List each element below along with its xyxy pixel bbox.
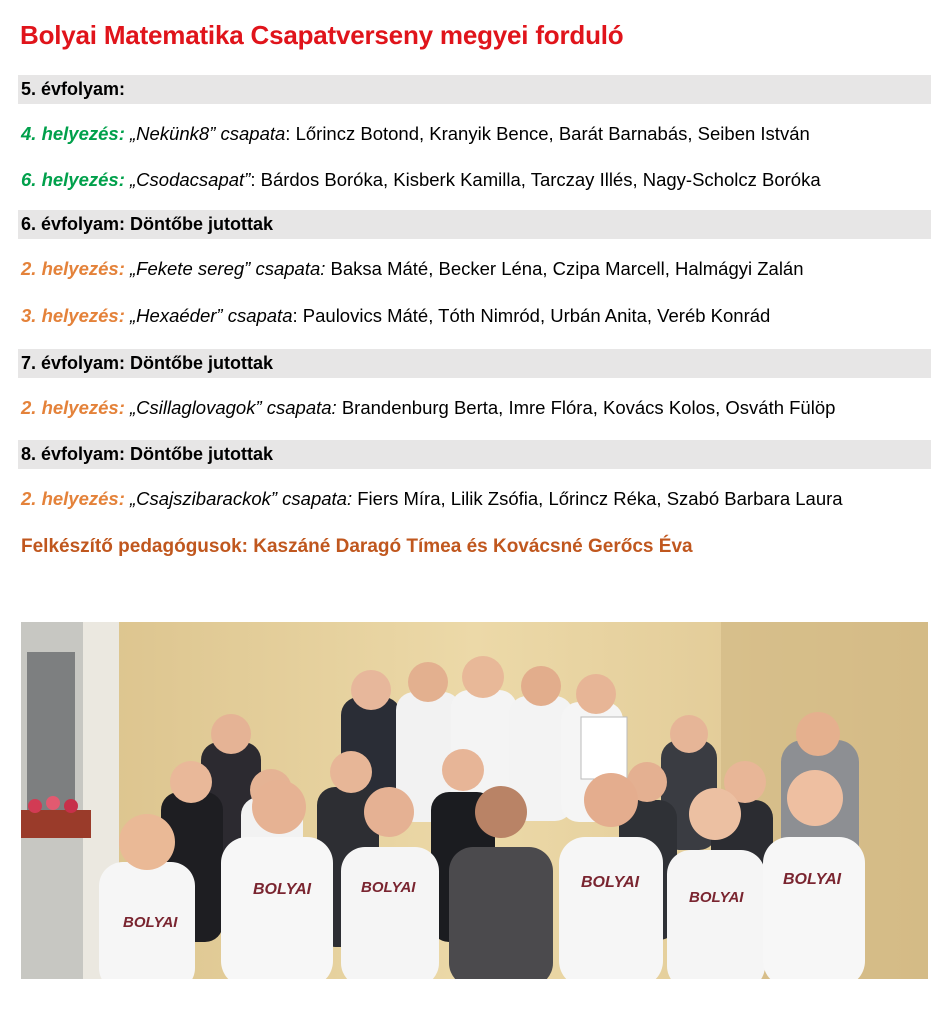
- result-line: [21, 122, 810, 146]
- svg-text:BOLYAI: BOLYAI: [361, 879, 416, 896]
- team-members: Bárdos Boróka, Kisberk Kamilla, Tarczay Illés, Nagy-Scholcz Boróka: [255, 169, 821, 190]
- grade-7-header: 7. évfolyam: Döntőbe jutottak: [18, 349, 931, 378]
- svg-text:BOLYAI: BOLYAI: [123, 914, 178, 931]
- separator: :: [250, 169, 256, 190]
- page-title: Bolyai Matematika Csapatverseny megyei forduló: [20, 20, 624, 50]
- group-photo-illustration: [21, 622, 928, 979]
- svg-text:BOLYAI: BOLYAI: [689, 889, 744, 906]
- team-name: „Nekünk8” csapata: [130, 123, 286, 144]
- svg-text:BOLYAI: BOLYAI: [783, 871, 842, 888]
- placement-label: 3. helyezés:: [21, 305, 125, 326]
- placement-label: 2. helyezés:: [21, 488, 125, 509]
- separator: :: [285, 123, 291, 144]
- team-members: Fiers Míra, Lilik Zsófia, Lőrincz Réka, Szabó Barbara Laura: [352, 488, 843, 509]
- grade-8-header: 8. évfolyam: Döntőbe jutottak: [18, 440, 931, 469]
- result-line: [21, 304, 770, 328]
- team-members: Lőrincz Botond, Kranyik Bence, Barát Barnabás, Seiben István: [290, 123, 810, 144]
- team-members: Baksa Máté, Becker Léna, Czipa Marcell, Halmágyi Zalán: [325, 258, 804, 279]
- team-name: „Csodacsapat”: [130, 169, 251, 190]
- svg-text:BOLYAI: BOLYAI: [581, 874, 640, 891]
- flower-box: [21, 810, 91, 838]
- team-members: Brandenburg Berta, Imre Flóra, Kovács Kolos, Osváth Fülöp: [336, 397, 836, 418]
- result-line: [21, 257, 804, 281]
- team-members: Paulovics Máté, Tóth Nimród, Urbán Anita, Veréb Konrád: [297, 305, 771, 326]
- placement-label: 6. helyezés:: [21, 169, 125, 190]
- grade-6-header: 6. évfolyam: Döntőbe jutottak: [18, 210, 931, 239]
- flower: [46, 796, 60, 810]
- flower: [64, 799, 78, 813]
- result-line: [21, 396, 835, 420]
- placement-label: 4. helyezés:: [21, 123, 125, 144]
- grade-5-header: 5. évfolyam:: [18, 75, 931, 104]
- placement-label: 2. helyezés:: [21, 258, 125, 279]
- team-name: „Csillaglovagok” csapata:: [130, 397, 337, 418]
- team-name: „Hexaéder” csapata: [130, 305, 293, 326]
- svg-text:BOLYAI: BOLYAI: [253, 881, 312, 898]
- team-name: „Fekete sereg” csapata:: [130, 258, 326, 279]
- result-line: [21, 487, 843, 511]
- team-name: „Csajszibarackok” csapata:: [130, 488, 353, 509]
- placement-label: 2. helyezés:: [21, 397, 125, 418]
- group-photo: [21, 622, 928, 979]
- flower: [28, 799, 42, 813]
- separator: :: [292, 305, 298, 326]
- result-line: [21, 168, 821, 192]
- teachers-line: Felkészítő pedagógusok: Kaszáné Daragó Tímea és Kovácsné Gerőcs Éva: [21, 536, 693, 557]
